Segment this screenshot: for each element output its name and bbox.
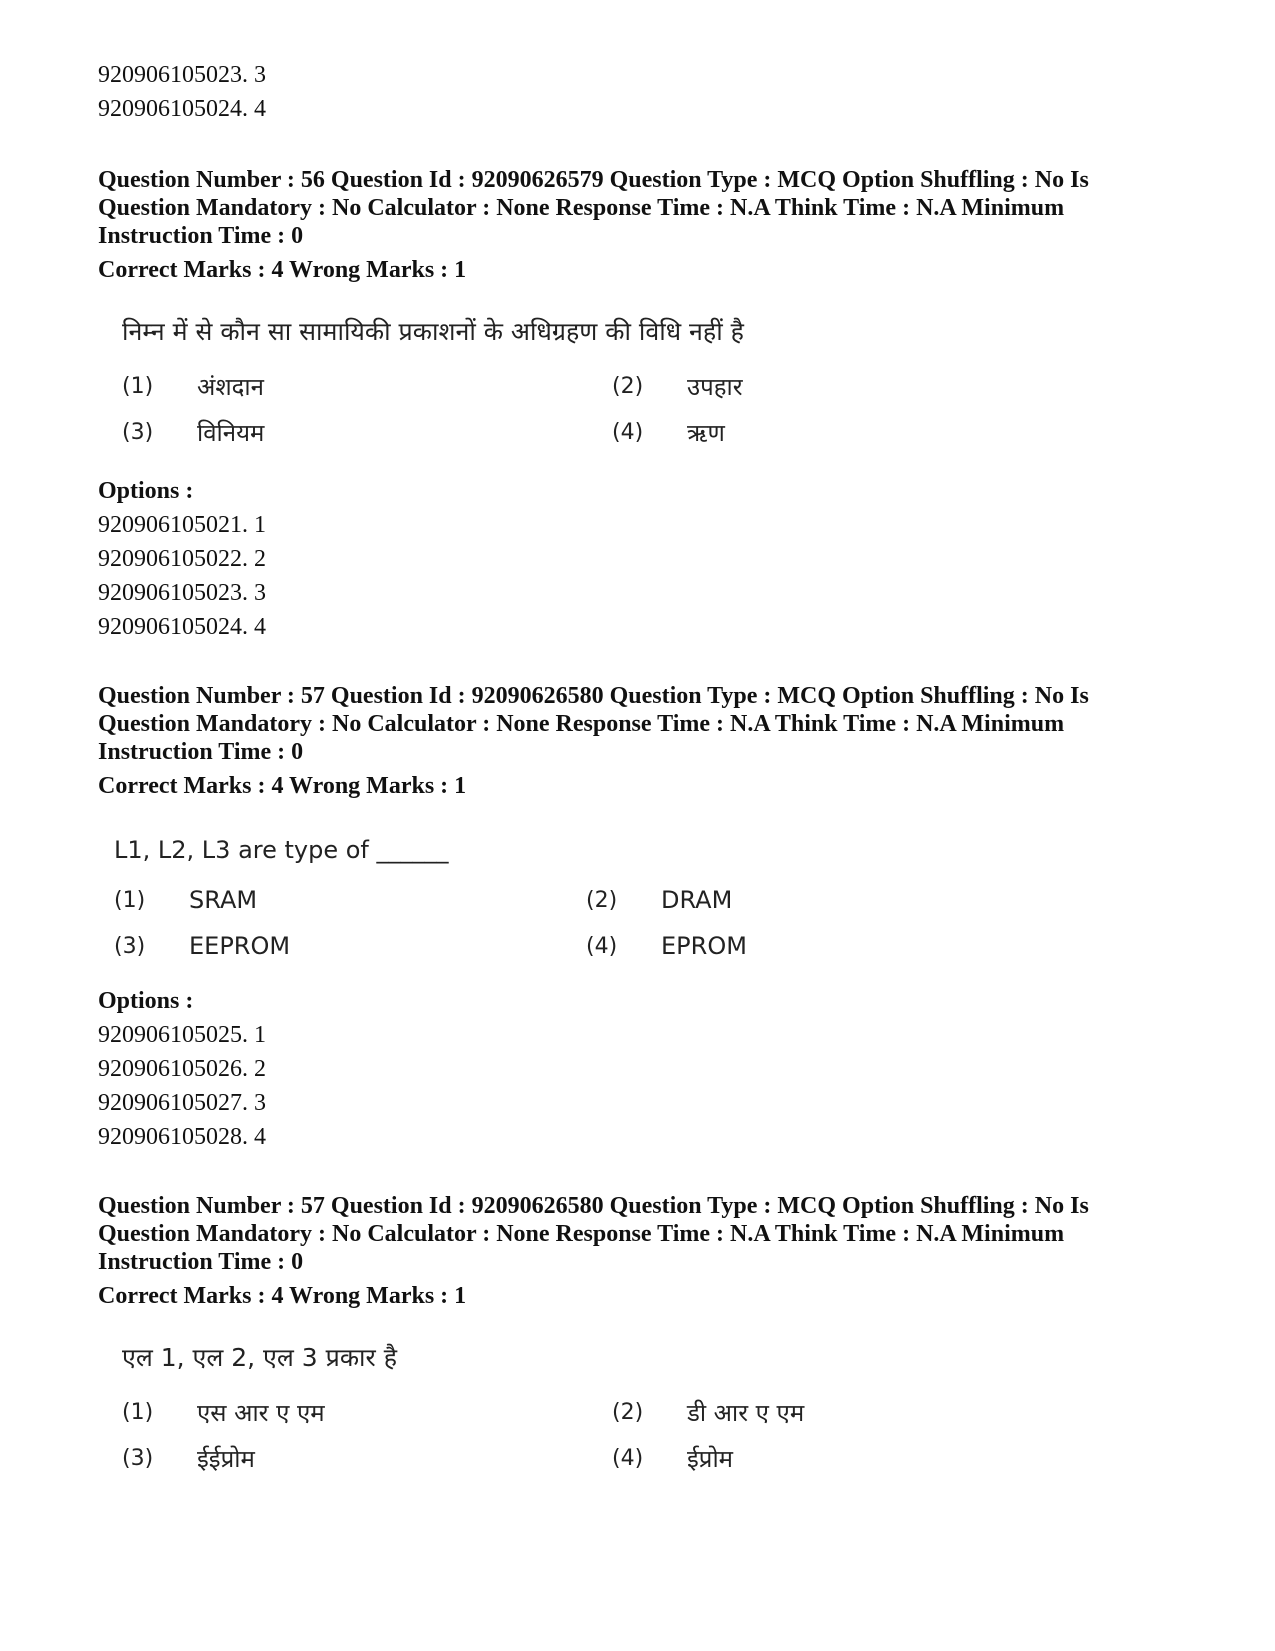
choice-number: (4): [586, 933, 618, 959]
option-line: 920906105023. 3: [98, 62, 266, 88]
choice-number: (3): [122, 1445, 154, 1471]
choice-number: (2): [612, 373, 644, 399]
choice-2: [612, 368, 1012, 404]
choice-1: [122, 368, 612, 404]
choice-text: EEPROM: [189, 932, 291, 960]
question-text: निम्न में से कौन सा सामायिकी प्रकाशनों के अधिग्रहण की विधि नहीं है: [122, 317, 744, 346]
choice-text: एस आर ए एम: [197, 1398, 325, 1427]
choice-3: [122, 414, 612, 450]
option-line: 920906105021. 1: [98, 512, 266, 538]
choice-1: [114, 882, 586, 918]
question-block-56: [98, 166, 1178, 450]
question-text: L1, L2, L3 are type of ______: [114, 836, 449, 864]
question-meta: Question Number : 56 Question Id : 92090626579 Question Type : MCQ Option Shuffling : No Is Question Mandatory : No Calculator : None Response Time : N.A Think Time : N.A Minimum Instruction Time : 0: [98, 167, 1089, 249]
choice-number: (4): [612, 419, 644, 445]
option-line: 920906105024. 4: [98, 614, 266, 640]
question-block-57-hi: [98, 1192, 1178, 1476]
choices-grid: [122, 1394, 1178, 1476]
question-block-57-en: [98, 682, 1178, 964]
option-line: 920906105025. 1: [98, 1022, 266, 1048]
choice-text: ऋण: [687, 418, 725, 447]
choices-grid: [122, 368, 1178, 450]
choice-number: (2): [586, 887, 618, 913]
option-line: 920906105026. 2: [98, 1056, 266, 1082]
option-line: 920906105023. 3: [98, 580, 266, 606]
choice-number: (3): [122, 419, 154, 445]
choice-2: [586, 882, 986, 918]
choice-1: [122, 1394, 612, 1430]
question-meta: Question Number : 57 Question Id : 92090626580 Question Type : MCQ Option Shuffling : No Is Question Mandatory : No Calculator : None Response Time : N.A Think Time : N.A Minimum Instruction Time : 0: [98, 1193, 1089, 1275]
choices-grid: [114, 882, 1178, 964]
choice-text: SRAM: [189, 886, 258, 914]
choice-text: DRAM: [661, 886, 733, 914]
option-line: 920906105027. 3: [98, 1090, 266, 1116]
choice-text: EPROM: [661, 932, 747, 960]
choice-text: उपहार: [687, 372, 743, 401]
question-marks: Correct Marks : 4 Wrong Marks : 1: [98, 257, 467, 283]
option-line: 920906105028. 4: [98, 1124, 266, 1150]
options-list-56: [98, 474, 1178, 644]
choice-number: (3): [114, 933, 146, 959]
choice-4: [612, 414, 1012, 450]
option-line: 920906105024. 4: [98, 96, 266, 122]
choice-4: [586, 928, 986, 964]
choice-3: [122, 1440, 612, 1476]
choice-text: ईईप्रोम: [197, 1444, 255, 1473]
choice-number: (4): [612, 1445, 644, 1471]
choice-text: डी आर ए एम: [687, 1398, 805, 1427]
options-list-57: [98, 984, 1178, 1154]
choice-text: अंशदान: [197, 372, 264, 401]
choice-2: [612, 1394, 1012, 1430]
choice-text: विनियम: [197, 418, 265, 447]
question-marks: Correct Marks : 4 Wrong Marks : 1: [98, 1283, 467, 1309]
choice-number: (1): [122, 373, 154, 399]
choice-number: (1): [114, 887, 146, 913]
choice-number: (1): [122, 1399, 154, 1425]
question-text: एल 1, एल 2, एल 3 प्रकार है: [122, 1343, 397, 1372]
top-options: [98, 58, 1178, 126]
question-marks: Correct Marks : 4 Wrong Marks : 1: [98, 773, 467, 799]
options-label: Options :: [98, 988, 194, 1014]
options-label: Options :: [98, 478, 194, 504]
option-line: 920906105022. 2: [98, 546, 266, 572]
choice-text: ईप्रोम: [687, 1444, 734, 1473]
choice-number: (2): [612, 1399, 644, 1425]
choice-4: [612, 1440, 1012, 1476]
question-meta: Question Number : 57 Question Id : 92090626580 Question Type : MCQ Option Shuffling : No Is Question Mandatory : No Calculator : None Response Time : N.A Think Time : N.A Minimum Instruction Time : 0: [98, 683, 1089, 765]
choice-3: [114, 928, 586, 964]
